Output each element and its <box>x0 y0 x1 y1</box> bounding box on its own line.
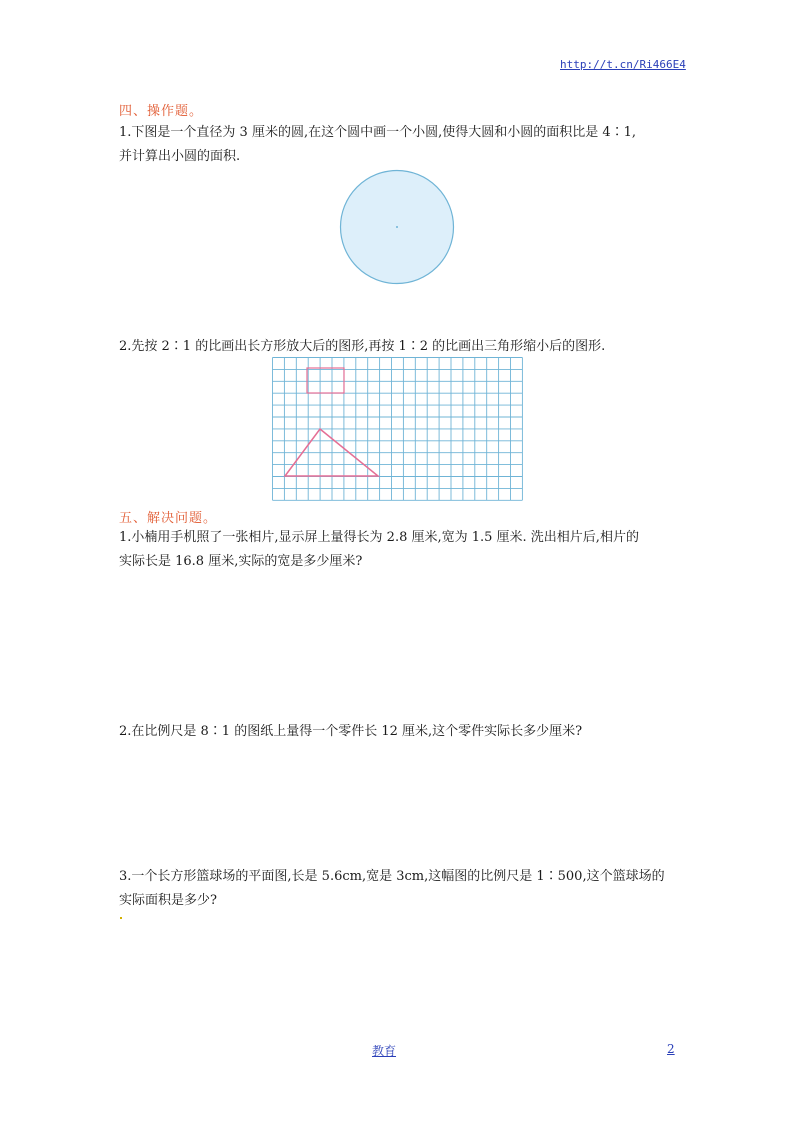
question-line: 1.下图是一个直径为 3 厘米的圆,在这个圆中画一个小圆,使得大圆和小圆的面积比是 4∶1, <box>119 125 637 140</box>
question-line: 实际面积是多少? <box>119 893 217 908</box>
question-line: 并计算出小圆的面积. <box>119 149 241 164</box>
question-line: 2.在比例尺是 8∶1 的图纸上量得一个零件长 12 厘米,这个零件实际长多少厘米? <box>119 724 583 739</box>
rectangle-shape <box>307 368 344 393</box>
section-5-question-1 <box>119 526 679 574</box>
grid-lines <box>273 358 523 501</box>
question-line: 1.小楠用手机照了一张相片,显示屏上量得长为 2.8 厘米,宽为 1.5 厘米. 洗出相片后,相片的 <box>119 530 639 545</box>
footer-link[interactable]: 教育 <box>372 1044 397 1058</box>
page-number: 2 <box>667 1042 675 1056</box>
section-5-title: 五、解决问题。 <box>119 511 218 526</box>
header-link[interactable]: http://t.cn/Ri466E4 <box>560 58 686 71</box>
section-5-question-2 <box>119 720 679 744</box>
stray-dot <box>120 917 122 919</box>
circle-figure <box>336 166 458 288</box>
section-4-question-1 <box>119 121 679 169</box>
section-4-title: 四、操作题。 <box>119 104 204 119</box>
section-5-question-3 <box>119 865 679 913</box>
circle-center-point <box>396 226 398 228</box>
question-line: 2.先按 2∶1 的比画出长方形放大后的图形,再按 1∶2 的比画出三角形缩小后的图形. <box>119 339 606 354</box>
grid-figure <box>270 356 526 502</box>
question-line: 实际长是 16.8 厘米,实际的宽是多少厘米? <box>119 554 363 569</box>
question-line: 3.一个长方形篮球场的平面图,长是 5.6cm,宽是 3cm,这幅图的比例尺是 1∶500,这个篮球场的 <box>119 869 665 884</box>
